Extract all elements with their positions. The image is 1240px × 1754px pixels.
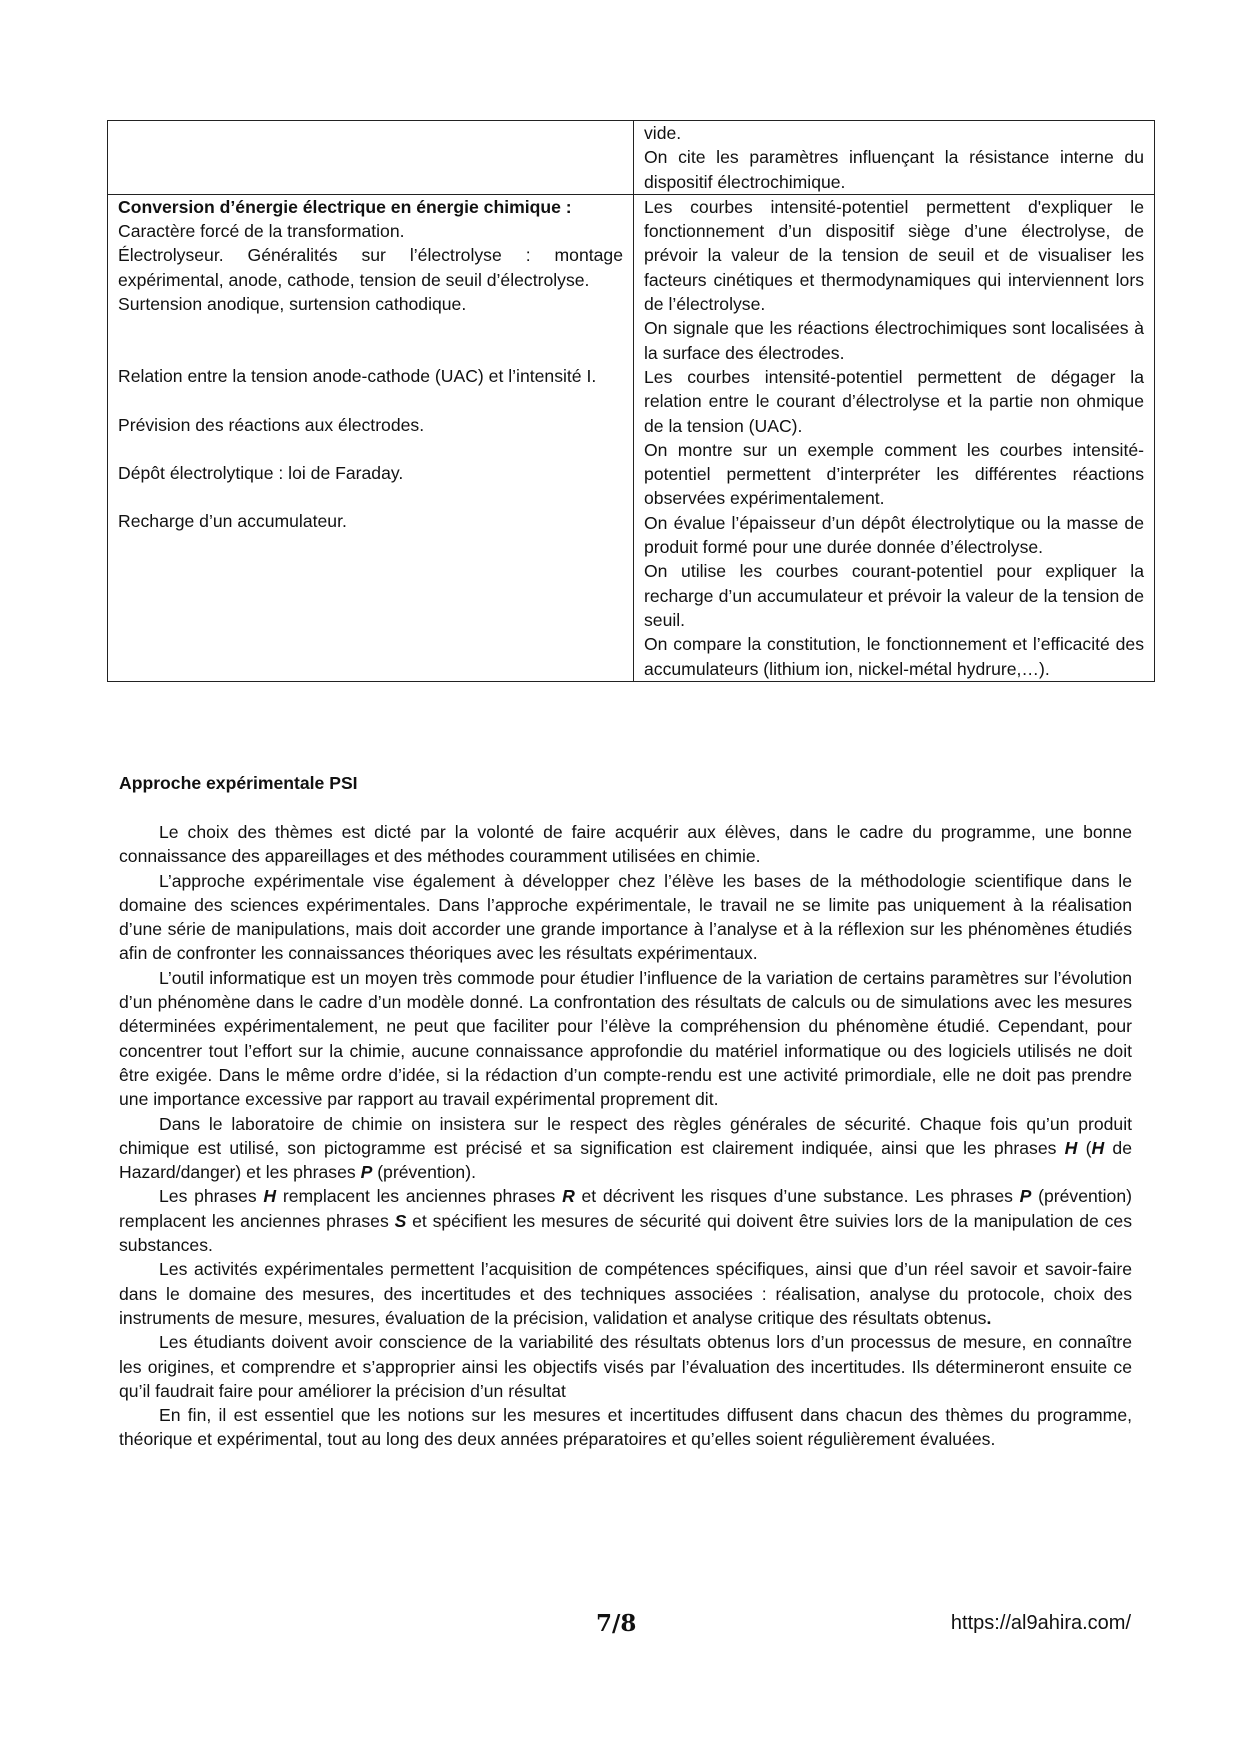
table-row <box>108 121 1155 195</box>
table-text: On montre sur un exemple comment les courbes intensité-potentiel permettent d’interpréter les différentes réactions observées expérimentalement. <box>644 439 1144 509</box>
table-text: vide. <box>644 123 682 143</box>
table-text: Électrolyseur. Généralités sur l’électrolyse : montage expérimental, anode, cathode, tension de seuil d’électrolyse. <box>118 245 623 290</box>
text-run: Les activités expérimentales permettent l’acquisition de compétences spécifiques, ainsi que d’un réel savoir et savoir-faire dans le domaine des mesures, des incertitudes et des techniques associées : réalisation, analyse du protocole, choix des instruments de mesure, mesures, évaluation de la précision, validation et analyse critique des résultats obtenus <box>119 1259 1132 1328</box>
text-run: et décrivent les risques d’une substance. Les phrases <box>574 1186 1020 1207</box>
table-text: Les courbes intensité-potentiel permettent d'expliquer le fonctionnement d’un dispositif siège d’une électrolyse, de prévoir la valeur de la tension de seuil et de visualiser les facteurs cinétiques et thermodynamiques qui interviennent lors de l’électrolyse. <box>644 196 1144 315</box>
table-text: On utilise les courbes courant-potentiel pour expliquer la recharge d’un accumulateur et prévoir la valeur de la tension de seuil. <box>644 561 1144 630</box>
paragraph: L’approche expérimentale vise également à développer chez l’élève les bases de la méthodologie scientifique dans le domaine des sciences expérimentales. Dans l’approche expérimentale, le travail ne se limite pas uniquement à la réalisation d’une série de manipulations, mais doit accorder une grande importance à l’analyse et à la réflexion sur les phénomènes étudiés afin de confronter les connaissances théoriques avec les résultats expérimentaux. <box>119 870 1132 964</box>
table-row <box>108 194 1155 681</box>
prevention-letter: P <box>360 1162 373 1183</box>
table-text: Prévision des réactions aux électrodes. <box>118 414 425 435</box>
table-text: On signale que les réactions électrochimiques sont localisées à la surface des électrodes. <box>644 318 1144 363</box>
table-text: Recharge d’un accumulateur. <box>118 511 347 532</box>
table-text: Relation entre la tension anode-cathode (UAC) et l’intensité I. <box>118 366 597 387</box>
paragraph: L’outil informatique est un moyen très commode pour étudier l’influence de la variation de certains paramètres sur l’évolution d’un phénomène dans le cadre d’un modèle donné. La confrontation des résultats de calculs ou de simulations avec les mesures déterminées expérimentalement, ne peut que faciliter pour l’élève la compréhension du phénomène étudié. Cependant, pour concentrer tout l’effort sur la chimie, aucune connaissance approfondie du matériel informatique ou des logiciels utilisés ne doit être exigée. Dans le même ordre d’idée, si la rédaction d’un compte-rendu est une activité primordiale, elle ne doit pas prendre une importance excessive par rapport au travail expérimental proprement dit. <box>119 967 1132 1110</box>
table-section-title: Conversion d’énergie électrique en énergie chimique : <box>118 196 572 217</box>
table-text: Caractère forcé de la transformation. <box>118 221 405 242</box>
text-run: (prévention) remplacent les anciennes phrases <box>119 1186 1132 1231</box>
text-run: (prévention). <box>372 1162 476 1183</box>
paragraph: En fin, il est essentiel que les notions sur les mesures et incertitudes diffusent dans chacun des thèmes du programme, théorique et expérimental, tout au long des deux années préparatoires et qu’elles soient régulièrement évaluées. <box>119 1405 1132 1450</box>
table-text: On cite les paramètres influençant la résistance interne du dispositif électrochimique. <box>644 147 1144 192</box>
text-run: Dans le laboratoire de chimie on insistera sur le respect des règles générales de sécurité. Chaque fois qu’un produit chimique est utilisé, son pictogramme est précisé et sa signification est clairement indiquée, ainsi que les phrases <box>119 1113 1132 1158</box>
page-number: 7/8 <box>596 1610 637 1637</box>
section-body <box>119 820 1132 1452</box>
risk-letter: R <box>562 1186 575 1207</box>
paragraph: Le choix des thèmes est dicté par la volonté de faire acquérir aux élèves, dans le cadre du programme, une bonne connaissance des appareillages et des méthodes couramment utilisées en chimie. <box>119 822 1132 867</box>
table-cell-right <box>634 121 1155 195</box>
table-cell-left <box>108 194 634 681</box>
safety-letter: S <box>394 1210 407 1231</box>
section-heading: Approche expérimentale PSI <box>119 773 358 793</box>
table-cell-right <box>634 194 1155 681</box>
table-text: On évalue l’épaisseur d’un dépôt électrolytique ou la masse de produit formé pour une durée donnée d’électrolyse. <box>644 512 1144 558</box>
text-run: Les phrases <box>159 1186 264 1207</box>
table-text: On compare la constitution, le fonctionnement et l’efficacité des accumulateurs (lithium ion, nickel-métal hydrure,…). <box>644 634 1144 679</box>
hazard-letter: H <box>1064 1137 1078 1158</box>
paragraph: Les étudiants doivent avoir conscience de la variabilité des résultats obtenus lors d’un processus de mesure, en connaître les origines, et comprendre et s’approprier ainsi les objectifs visés par l’évaluation des incertitudes. Ils détermineront ensuite ce qu’il faudrait faire pour améliorer la précision d’un résultat <box>119 1332 1132 1401</box>
table-text: Les courbes intensité-potentiel permettent de dégager la relation entre le courant d’électrolyse et la partie non ohmique de la tension (UAC). <box>644 366 1144 436</box>
source-url: https://al9ahira.com/ <box>950 1612 1131 1634</box>
text-run: . <box>986 1307 992 1328</box>
program-table <box>107 120 1155 682</box>
table-text: Surtension anodique, surtension cathodique. <box>118 294 467 315</box>
text-run: et spécifient les mesures de sécurité qui doivent être suivies lors de la manipulation de ces substances. <box>119 1210 1132 1256</box>
prevention-letter: P <box>1019 1186 1032 1207</box>
paragraph <box>119 1257 1132 1330</box>
text-run: de Hazard/danger) et les phrases <box>119 1137 1132 1183</box>
paragraph <box>119 1184 1132 1257</box>
text-run: ( <box>1077 1137 1092 1158</box>
text-run: remplacent les anciennes phrases <box>276 1186 563 1207</box>
table-text: Dépôt électrolytique : loi de Faraday. <box>118 462 404 483</box>
paragraph <box>119 1112 1132 1185</box>
hazard-letter: H <box>1091 1137 1105 1158</box>
hazard-letter: H <box>263 1186 277 1207</box>
table-cell-left <box>108 121 634 195</box>
